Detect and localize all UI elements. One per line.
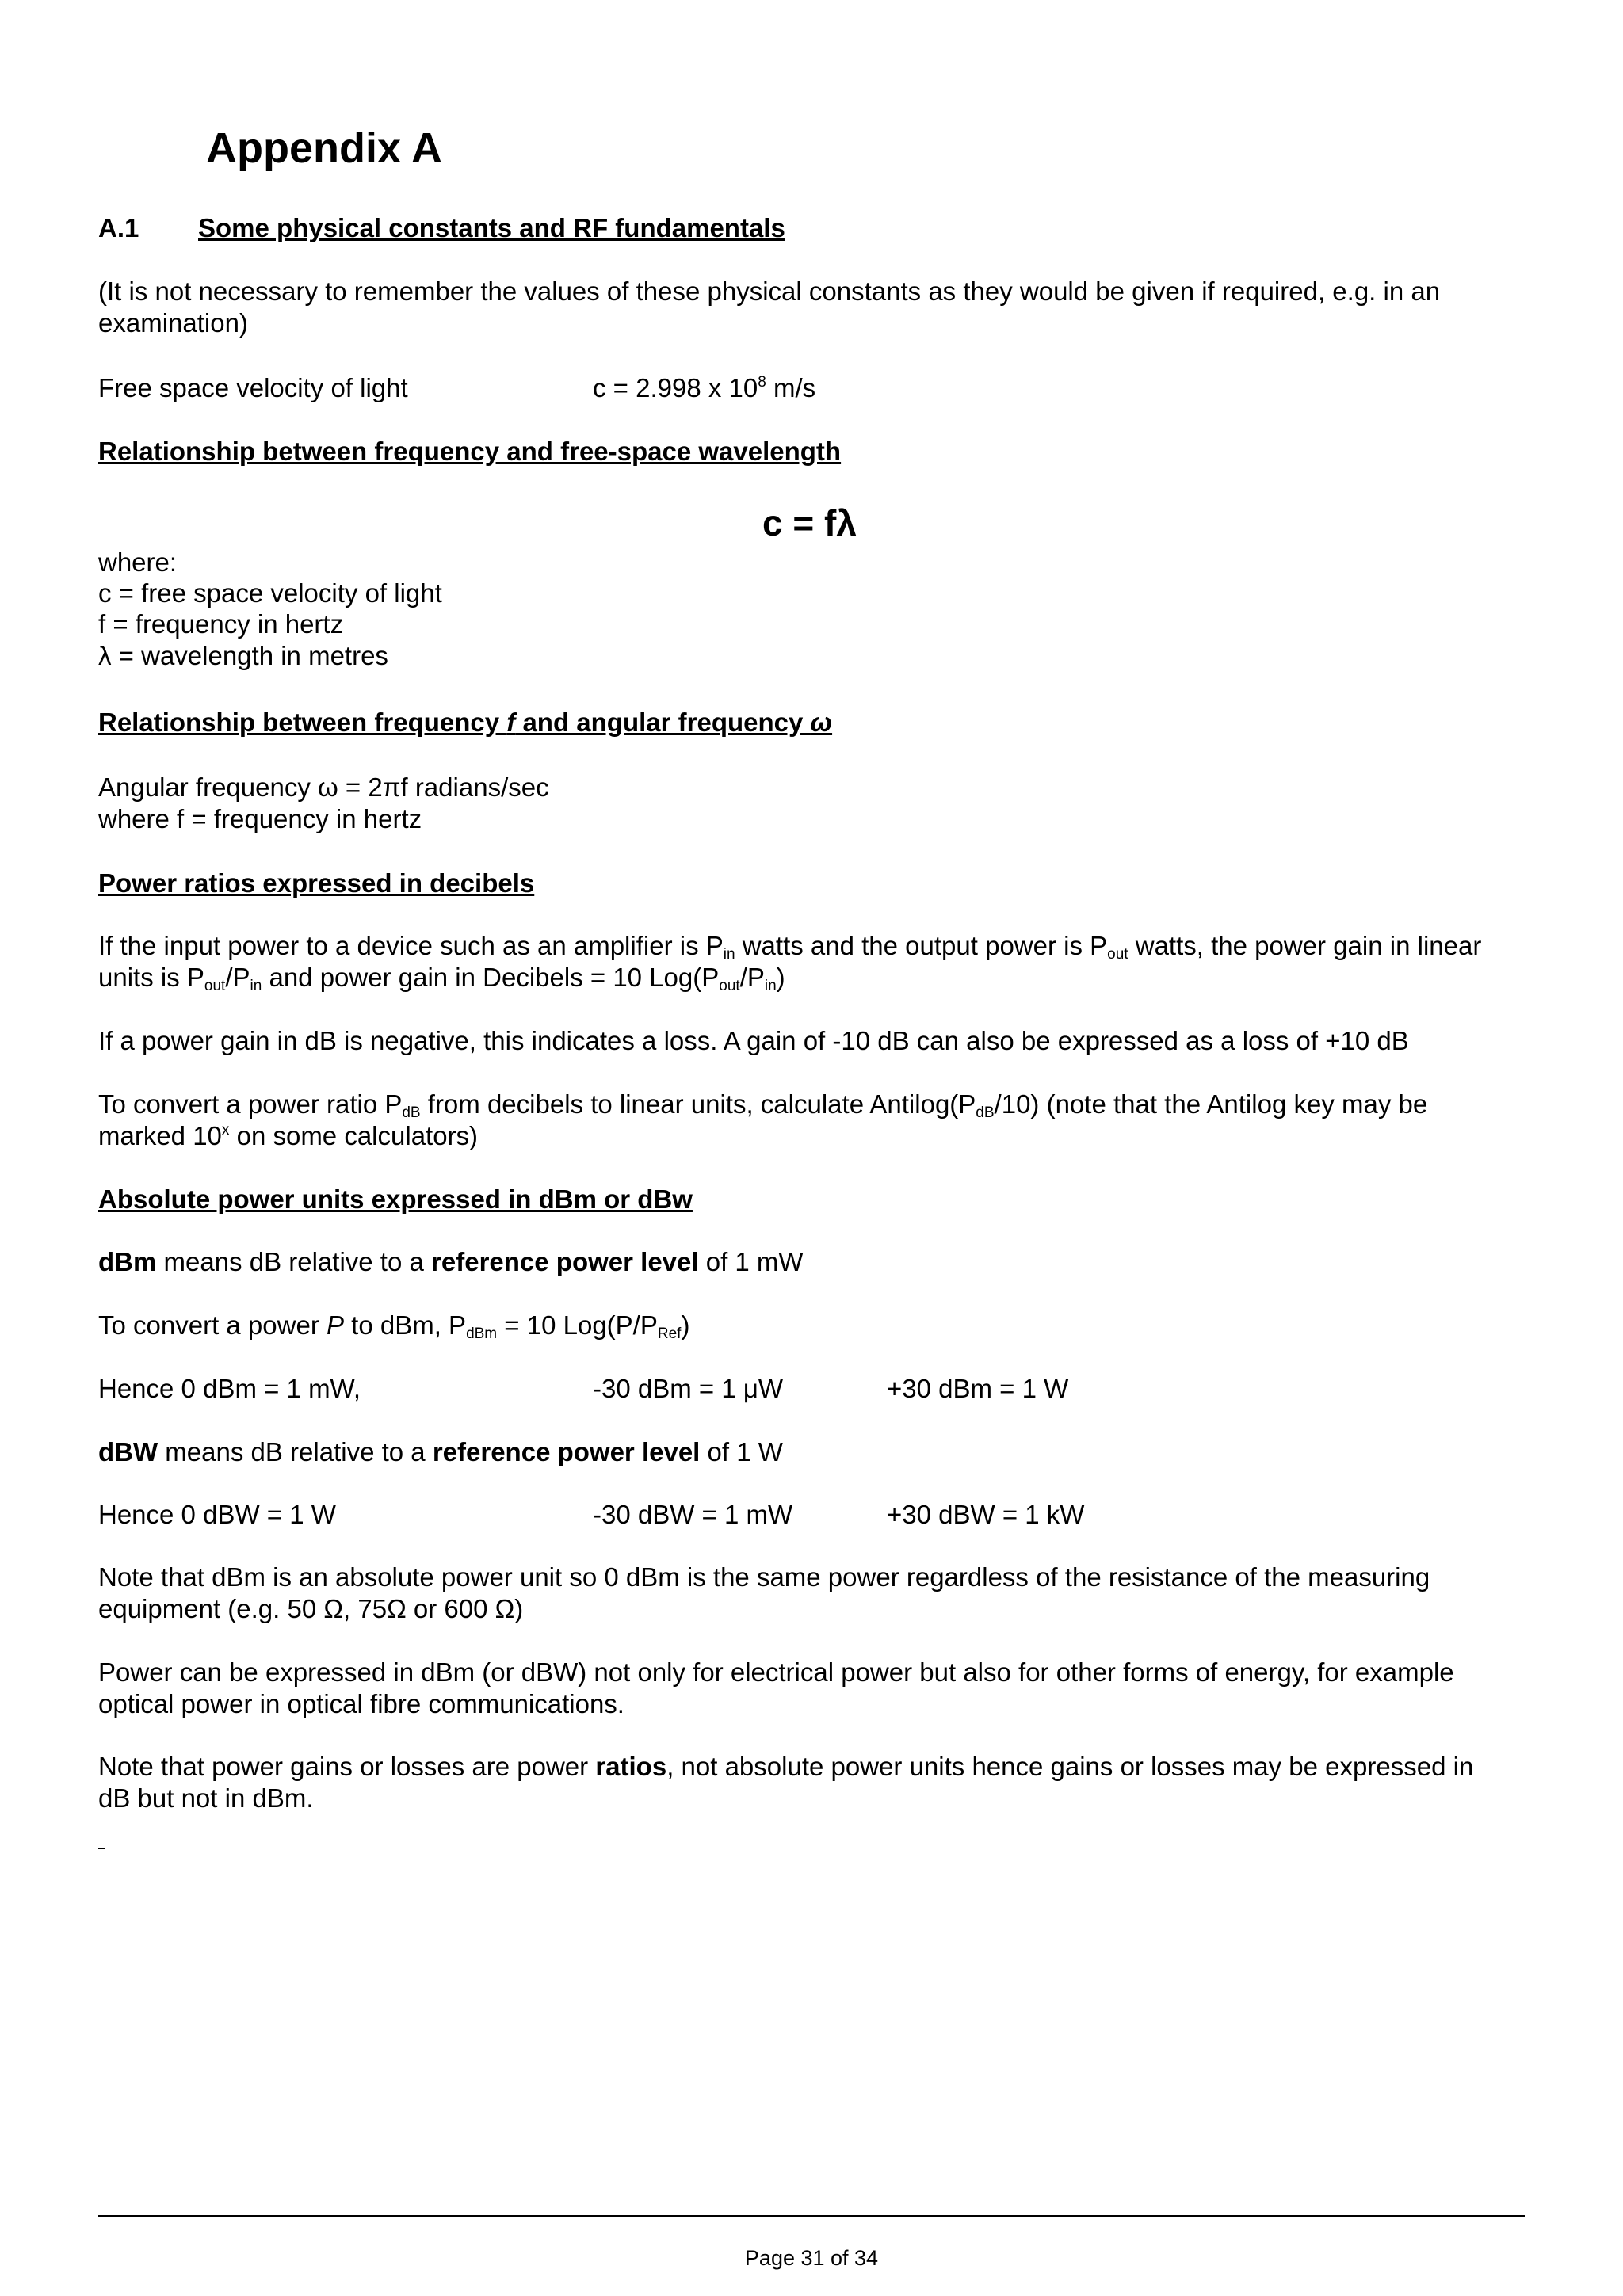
- light-velocity-label: Free space velocity of light: [98, 373, 408, 402]
- gains-losses-note: Note that power gains or losses are power ratios, not absolute power units hence gains or losses may be expressed in dB but not in dBm.: [98, 1752, 1474, 1813]
- definition-lambda: λ = wavelength in metres: [98, 641, 388, 670]
- light-velocity-value: c = 2.998 x $10^8$ m/s: [593, 373, 816, 402]
- footer-rule: [98, 2215, 1525, 2217]
- constants-note: (It is not necessary to remember the values of these physical constants as they would be given if required, e.g. in an examination): [98, 277, 1441, 338]
- angular-formula: Angular frequency ω = 2πf radians/sec: [98, 772, 549, 802]
- dbm-examples-row: Hence 0 dBm = 1 mW, -30 dBm = 1 μW +30 dBm = 1 W: [98, 1374, 1069, 1403]
- decibels-heading: Power ratios expressed in decibels: [98, 868, 535, 898]
- angular-heading: Relationship between frequency f and angular frequency ω: [98, 707, 833, 737]
- dbm-conversion: To convert a power P to dBm, $P_{dBm} = 10$ $Log(P/P_{Ref})$: [98, 1310, 690, 1342]
- page-number: Page 31 of 34: [744, 2246, 879, 2270]
- freq-wavelength-heading: Relationship between frequency and free-space wavelength: [98, 437, 842, 466]
- dbw-examples-row: Hence 0 dBW = 1 W -30 dBW = 1 mW +30 dBW = 1 kW: [98, 1500, 1085, 1529]
- appendix-title: Appendix A: [206, 124, 443, 172]
- section-title: Some physical constants and RF fundamentals: [198, 213, 785, 242]
- dbw-definition: dBW means dB relative to a reference power level of 1 W: [98, 1437, 783, 1466]
- section-number: A.1: [98, 213, 139, 242]
- absolute-power-heading: Absolute power units expressed in dBm or dBw: [98, 1184, 693, 1214]
- dbm-absolute-note: Note that dBm is an absolute power unit so 0 dBm is the same power regardless of the resistance of the measuring equipment (e.g. 50 Ω, 75Ω or 600 Ω): [98, 1562, 1430, 1623]
- where-label: where:: [98, 547, 178, 577]
- definition-f: f = frequency in hertz: [98, 609, 344, 639]
- decibels-paragraph-loss: If a power gain in dB is negative, this indicates a loss. A gain of -10 dB can also be expressed as a loss of +10 dB: [98, 1026, 1409, 1055]
- angular-where: where f = frequency in hertz: [98, 804, 422, 833]
- definition-c: c = free space velocity of light: [98, 578, 442, 608]
- optical-power-note: Power can be expressed in dBm (or dBW) not only for electrical power but also for other forms of energy, for example optical power in optical fibre communications.: [98, 1657, 1454, 1718]
- decibels-paragraph-antilog: To convert a power ratio $P_{dB}$ from decibels to linear units, calculate $Antilog(P_{dB}/10)$ (note that the Antilog key may be marked 10$^x$ on some calculators): [98, 1089, 1428, 1150]
- dbm-definition: dBm means dB relative to a reference power level of 1 mW: [98, 1247, 804, 1276]
- light-velocity-line: [98, 372, 1525, 404]
- stray-mark: [98, 1848, 105, 1849]
- decibels-paragraph-gain: If the input power to a device such as an amplifier is $P_{in}$ watts and the output power is $P_{out}$ watts, the power gain in linear units is $P_{out}/P_{in}$ and power gain in Decibels = 10 $Log(P_{out}/P_{in})$: [98, 931, 1482, 994]
- freq-wavelength-equation: c = fλ: [762, 502, 857, 543]
- section-heading: [98, 212, 785, 244]
